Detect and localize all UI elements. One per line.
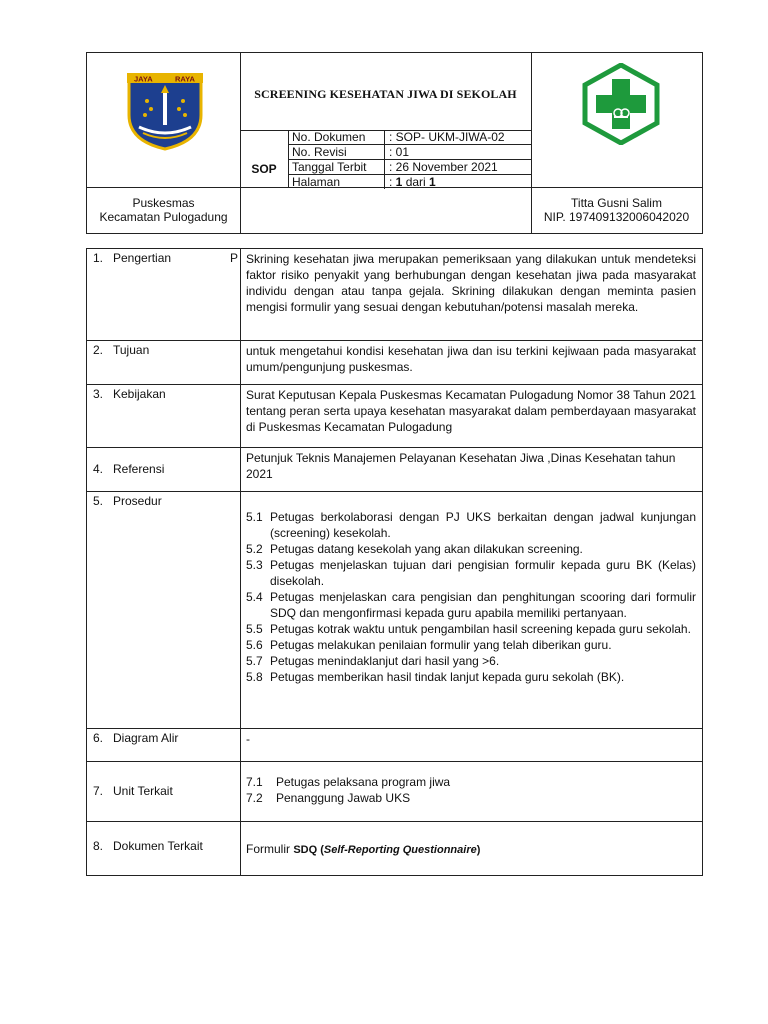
procedure-step [246, 653, 696, 669]
procedure-step [246, 557, 696, 589]
section-title: Diagram Alir [113, 731, 179, 745]
section-row-tujuan [87, 340, 702, 384]
meta-label: Tanggal Terbit [288, 160, 385, 175]
page-number: 1 [395, 175, 403, 189]
page-prefix: : [389, 175, 396, 189]
section-number: 7. [93, 784, 104, 798]
related-document [241, 822, 702, 862]
step-text: Petugas menjelaskan cara pengisian dan penghitungan scooring dari formulir SDQ dan mengonfirmasi kepada guru apabila memiliki pertanyaan. [270, 590, 696, 620]
page-of: dari [402, 175, 430, 189]
procedure-step [246, 589, 696, 621]
step-number: 5.5 [246, 622, 263, 636]
sop-label: SOP [251, 162, 277, 176]
meta-value: : 01 [385, 145, 533, 160]
step-text: Petugas melakukan penilaian formulir yang telah diberikan guru. [270, 638, 612, 652]
unit-number: 7.1 [246, 775, 263, 789]
section-number: 5. [93, 494, 104, 508]
section-text: Surat Keputusan Kepala Puskesmas Kecamatan Pulogadung Nomor 38 Tahun 2021 tentang peran serta upaya kesehatan masyarakat dalam pemberdayaan masyarakat di Puskesmas Kecamatan Pulogadung [246, 388, 696, 434]
section-row-prosedur [87, 491, 702, 728]
step-number: 5.3 [246, 558, 263, 572]
section-text: Petunjuk Teknis Manajemen Pelayanan Kesehatan Jiwa ,Dinas Kesehatan tahun 2021 [246, 451, 676, 481]
section-label [87, 822, 241, 875]
section-text: - [246, 732, 250, 746]
section-row-kebijakan [87, 384, 702, 447]
meta-value: : 26 November 2021 [385, 160, 533, 175]
doc-code: SDQ [293, 844, 318, 856]
step-number: 5.6 [246, 638, 263, 652]
section-title: Tujuan [113, 343, 150, 357]
section-text: Skrining kesehatan jiwa merupakan pemeriksaan yang dilakukan untuk mendeteksi faktor risiko penyakit yang berhubungan dengan kesehatan jiwa pada masyarakat individu dengan atau tanpa gejala. Skrining dilakukan dengan meminta pasien mengisi formulir yang sesuai dengan kebutuhan/potensi masalah mereka. [246, 252, 696, 314]
signer-name: Titta Gusni Salim [571, 196, 662, 210]
step-number: 5.1 [246, 510, 263, 524]
unit-text: Penanggung Jawab UKS [276, 791, 411, 805]
doc-prefix: Formulir [246, 842, 294, 856]
section-number: 8. [93, 839, 104, 853]
sop-content-table [86, 248, 703, 876]
document-meta-table [288, 130, 532, 189]
org-line-1: Puskesmas [132, 196, 195, 210]
jakarta-shield-logo [125, 71, 205, 151]
meta-row-revision [288, 145, 532, 160]
section-title: Referensi [113, 462, 165, 476]
section-number: 1. [93, 251, 104, 265]
signer-nip: NIP. 197409132006042020 [543, 210, 690, 224]
step-text: Petugas menjelaskan tujuan dari pengisian formulir kepada guru BK (Kelas) disekolah. [270, 558, 696, 588]
section-row-dokumen-terkait [87, 821, 702, 875]
doc-paren-close: ) [476, 844, 481, 856]
section-number: 6. [93, 731, 104, 745]
org-line-2: Kecamatan Pulogadung [99, 210, 228, 224]
step-text: Petugas kotrak waktu untuk pengambilan hasil screening kepada guru sekolah. [270, 622, 691, 636]
unit-number: 7.2 [246, 791, 263, 805]
document-header [86, 52, 703, 234]
section-label [87, 762, 241, 821]
unit-item [246, 774, 696, 790]
logo-text-left: JAYA [134, 74, 153, 84]
meta-row-date [288, 160, 532, 175]
section-label [87, 448, 241, 491]
section-title: Kebijakan [113, 387, 166, 401]
meta-row-page [288, 175, 532, 190]
step-number: 5.7 [246, 654, 263, 668]
meta-label: No. Revisi [288, 145, 385, 160]
step-text: Petugas berkolaborasi dengan PJ UKS berkaitan dengan jadwal kunjungan (screening) kesekolah. [270, 510, 696, 540]
procedure-step [246, 669, 696, 685]
section-title: Prosedur [113, 494, 162, 508]
unit-list [241, 762, 702, 810]
meta-value [385, 175, 533, 190]
section-label [87, 492, 241, 728]
meta-label: No. Dokumen [288, 130, 385, 145]
step-text: Petugas memberikan hasil tindak lanjut kepada guru sekolah (BK). [270, 670, 625, 684]
section-title: Unit Terkait [113, 784, 173, 798]
procedure-list [246, 509, 696, 685]
step-text: Petugas datang kesekolah yang akan dilakukan screening. [270, 542, 583, 556]
section-label [87, 385, 241, 447]
procedure-step [246, 621, 696, 637]
step-text: Petugas menindaklanjut dari hasil yang >6. [270, 654, 500, 668]
section-row-pengertian [87, 249, 702, 340]
section-number: 4. [93, 462, 104, 476]
meta-value: : SOP- UKM-JIWA-02 [385, 130, 533, 145]
section-row-diagram-alir [87, 728, 702, 761]
signer-block [531, 196, 702, 224]
puskesmas-cross-logo [582, 63, 660, 145]
procedure-step [246, 541, 696, 557]
step-number: 5.2 [246, 542, 263, 556]
logo-text-right: RAYA [175, 74, 195, 84]
section-title: Dokumen Terkait [113, 839, 203, 853]
section-number: 3. [93, 387, 104, 401]
section-number: 2. [93, 343, 104, 357]
section-row-referensi [87, 447, 702, 491]
unit-item [246, 790, 696, 806]
procedure-steps [241, 492, 702, 689]
unit-text: Petugas pelaksana program jiwa [276, 775, 451, 789]
procedure-step [246, 637, 696, 653]
procedure-step [246, 509, 696, 541]
section-label [87, 249, 241, 340]
page-total: 1 [429, 175, 436, 189]
step-number: 5.4 [246, 590, 263, 604]
step-number: 5.8 [246, 670, 263, 684]
section-text: untuk mengetahui kondisi kesehatan jiwa dan isu terkini kejiwaan pada masyarakat umum/pengunjung puskesmas. [246, 344, 696, 374]
section-title: Pengertian [113, 251, 172, 265]
meta-label: Halaman [288, 175, 385, 190]
section-label [87, 729, 241, 761]
meta-row-number [288, 130, 532, 145]
document-title: SCREENING KESEHATAN JIWA DI SEKOLAH [254, 87, 517, 101]
section-label [87, 341, 241, 384]
doc-full-name: Self-Reporting Questionnaire [323, 844, 477, 856]
organization-name [87, 196, 240, 224]
section-marker: P [229, 251, 238, 265]
section-row-unit-terkait [87, 761, 702, 821]
doc-paren-open: ( [317, 844, 324, 856]
